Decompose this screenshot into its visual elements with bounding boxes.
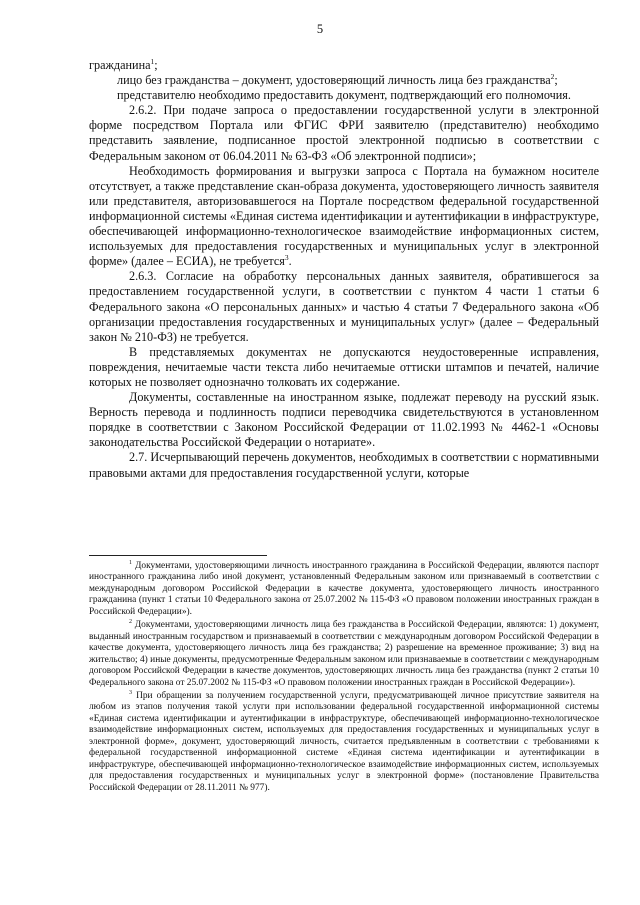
paragraph: 2.7. Исчерпывающий перечень документов, необходимых в соответствии с нормативными правовыми актами для предоставления государственной услуги, которые xyxy=(89,450,599,480)
footnote-mark: 1 xyxy=(129,559,132,566)
footnote-ref[interactable]: 3 xyxy=(284,253,289,263)
paragraph: представителю необходимо предоставить документ, подтверждающий его полномочия. xyxy=(117,88,571,103)
paragraph: Документы, составленные на иностранном языке, подлежат переводу на русский язык. Верность перевода и подлинность подписи переводчика свидетельствуются в установленном порядке в соответствии с Законом Российской Федерации от 11.02.1993 № 4462-1 «Основы законодательства Российской Федерации о нотариате». xyxy=(89,390,599,450)
paragraph: В представляемых документах не допускаются неудостоверенные исправления, повреждения, нечитаемые части текста либо нечитаемые оттиски штампов и печатей, наличие которых не позволяет однозначно толковать их содержание. xyxy=(89,344,599,389)
footnote-ref[interactable]: 1 xyxy=(150,56,155,66)
footnote: $^1$ Документами, удостоверяющими личность иностранного гражданина в Российской Федерации, являются паспорт иностранного гражданина либо иной документ, установленный Федеральным законом или признаваемый в соответствии с международным договором Российской Федерации в качестве документа, удостоверяющего личность иностранного гражданина (пункт 1 статьи 10 Федерального закона от 25.07.2002 № 115-ФЗ «О правовом положении иностранных граждан в Российской Федерации»). xyxy=(89,559,599,617)
footnote-divider xyxy=(89,555,267,556)
page-number: 5 xyxy=(316,22,324,36)
footnotes xyxy=(89,561,599,796)
footnote-ref[interactable]: 2 xyxy=(550,72,555,82)
footnote: $^3$ При обращении за получением государственной услуги, предусматривающей личное присутствие заявителя на любом из этапов получения такой услуги при использовании федеральной государственной информационной системы «Единая система идентификации и аутентификации в инфраструктуре, обеспечивающей информационно-технологическое взаимодействие информационных систем, используемых для предоставления государственных и муниципальных услуг в электронной форме», документ, удостоверяющий личность, считается предъявленным в соответствии с требованиями к федеральной государственной информационной системе «Единая система идентификации и аутентификации в инфраструктуре, обеспечивающей информационно-технологическое взаимодействие информационных систем, используемых для предоставления государственных и муниципальных услуг в электронной форме» (постановление Правительства Российской Федерации от 28.11.2011 № 977). xyxy=(89,689,599,793)
footnote-mark: 2 xyxy=(129,619,132,626)
main-text xyxy=(89,58,599,481)
footnote: $^2$ Документами, удостоверяющими личность лица без гражданства в Российской Федерации, являются: 1) документ, выданный иностранным государством и признаваемый в соответствии с международным договором Российской Федерации в качестве документа, удостоверяющего личность лица без гражданства; 2) разрешение на временное проживание; 3) вид на жительство; 4) иные документы, предусмотренные Федеральным законом или признаваемые в соответствии с международным договором Российской Федерации в качестве документов, удостоверяющих личность лица без гражданства (пункт 2 статьи 10 Федерального закона от 25.07.2002 № 115-ФЗ «О правовом положении иностранных граждан в Российской Федерации»). xyxy=(89,619,599,688)
paragraph: Необходимость формирования и выгрузки запроса с Портала на бумажном носителе отсутствует, а также представление скан-образа документа, удостоверяющего личность заявителя или представителя, авторизовавшегося на Портале посредством федеральной государственной информационной системы «Единая система идентификации и аутентификации в инфраструктуре, обеспечивающей информационно-технологическое взаимодействие информационных систем, используемых для предоставления государственных и муниципальных услуг в электронной форме» (далее – ЕСИА), не требуется$^3$. xyxy=(89,163,600,269)
paragraph: 2.6.3. Согласие на обработку персональных данных заявителя, обратившегося за предоставлением государственной услуги, в соответствии с пунктом 4 части 1 статьи 6 Федерального закона «О персональных данных» и частью 4 статьи 7 Федерального закона «Об организации предоставления государственных и муниципальных услуг» (далее – Федеральный закон № 210-ФЗ) не требуется. xyxy=(89,269,599,344)
paragraph: 2.6.2. При подаче запроса о предоставлении государственной услуги в электронной форме посредством Портала или ФГИС ФРИ заявителю (представителю) необходимо представить заявление, подписанное простой электронной подписью в соответствии с Федеральным законом от 06.04.2011 № 63-ФЗ «Об электронной подписи»; xyxy=(89,103,599,163)
paragraph: гражданина$^1$; xyxy=(89,56,158,72)
paragraph: лицо без гражданства – документ, удостоверяющий личность лица без гражданства$^2$; xyxy=(117,72,558,88)
footnote-mark: 3 xyxy=(129,689,132,696)
